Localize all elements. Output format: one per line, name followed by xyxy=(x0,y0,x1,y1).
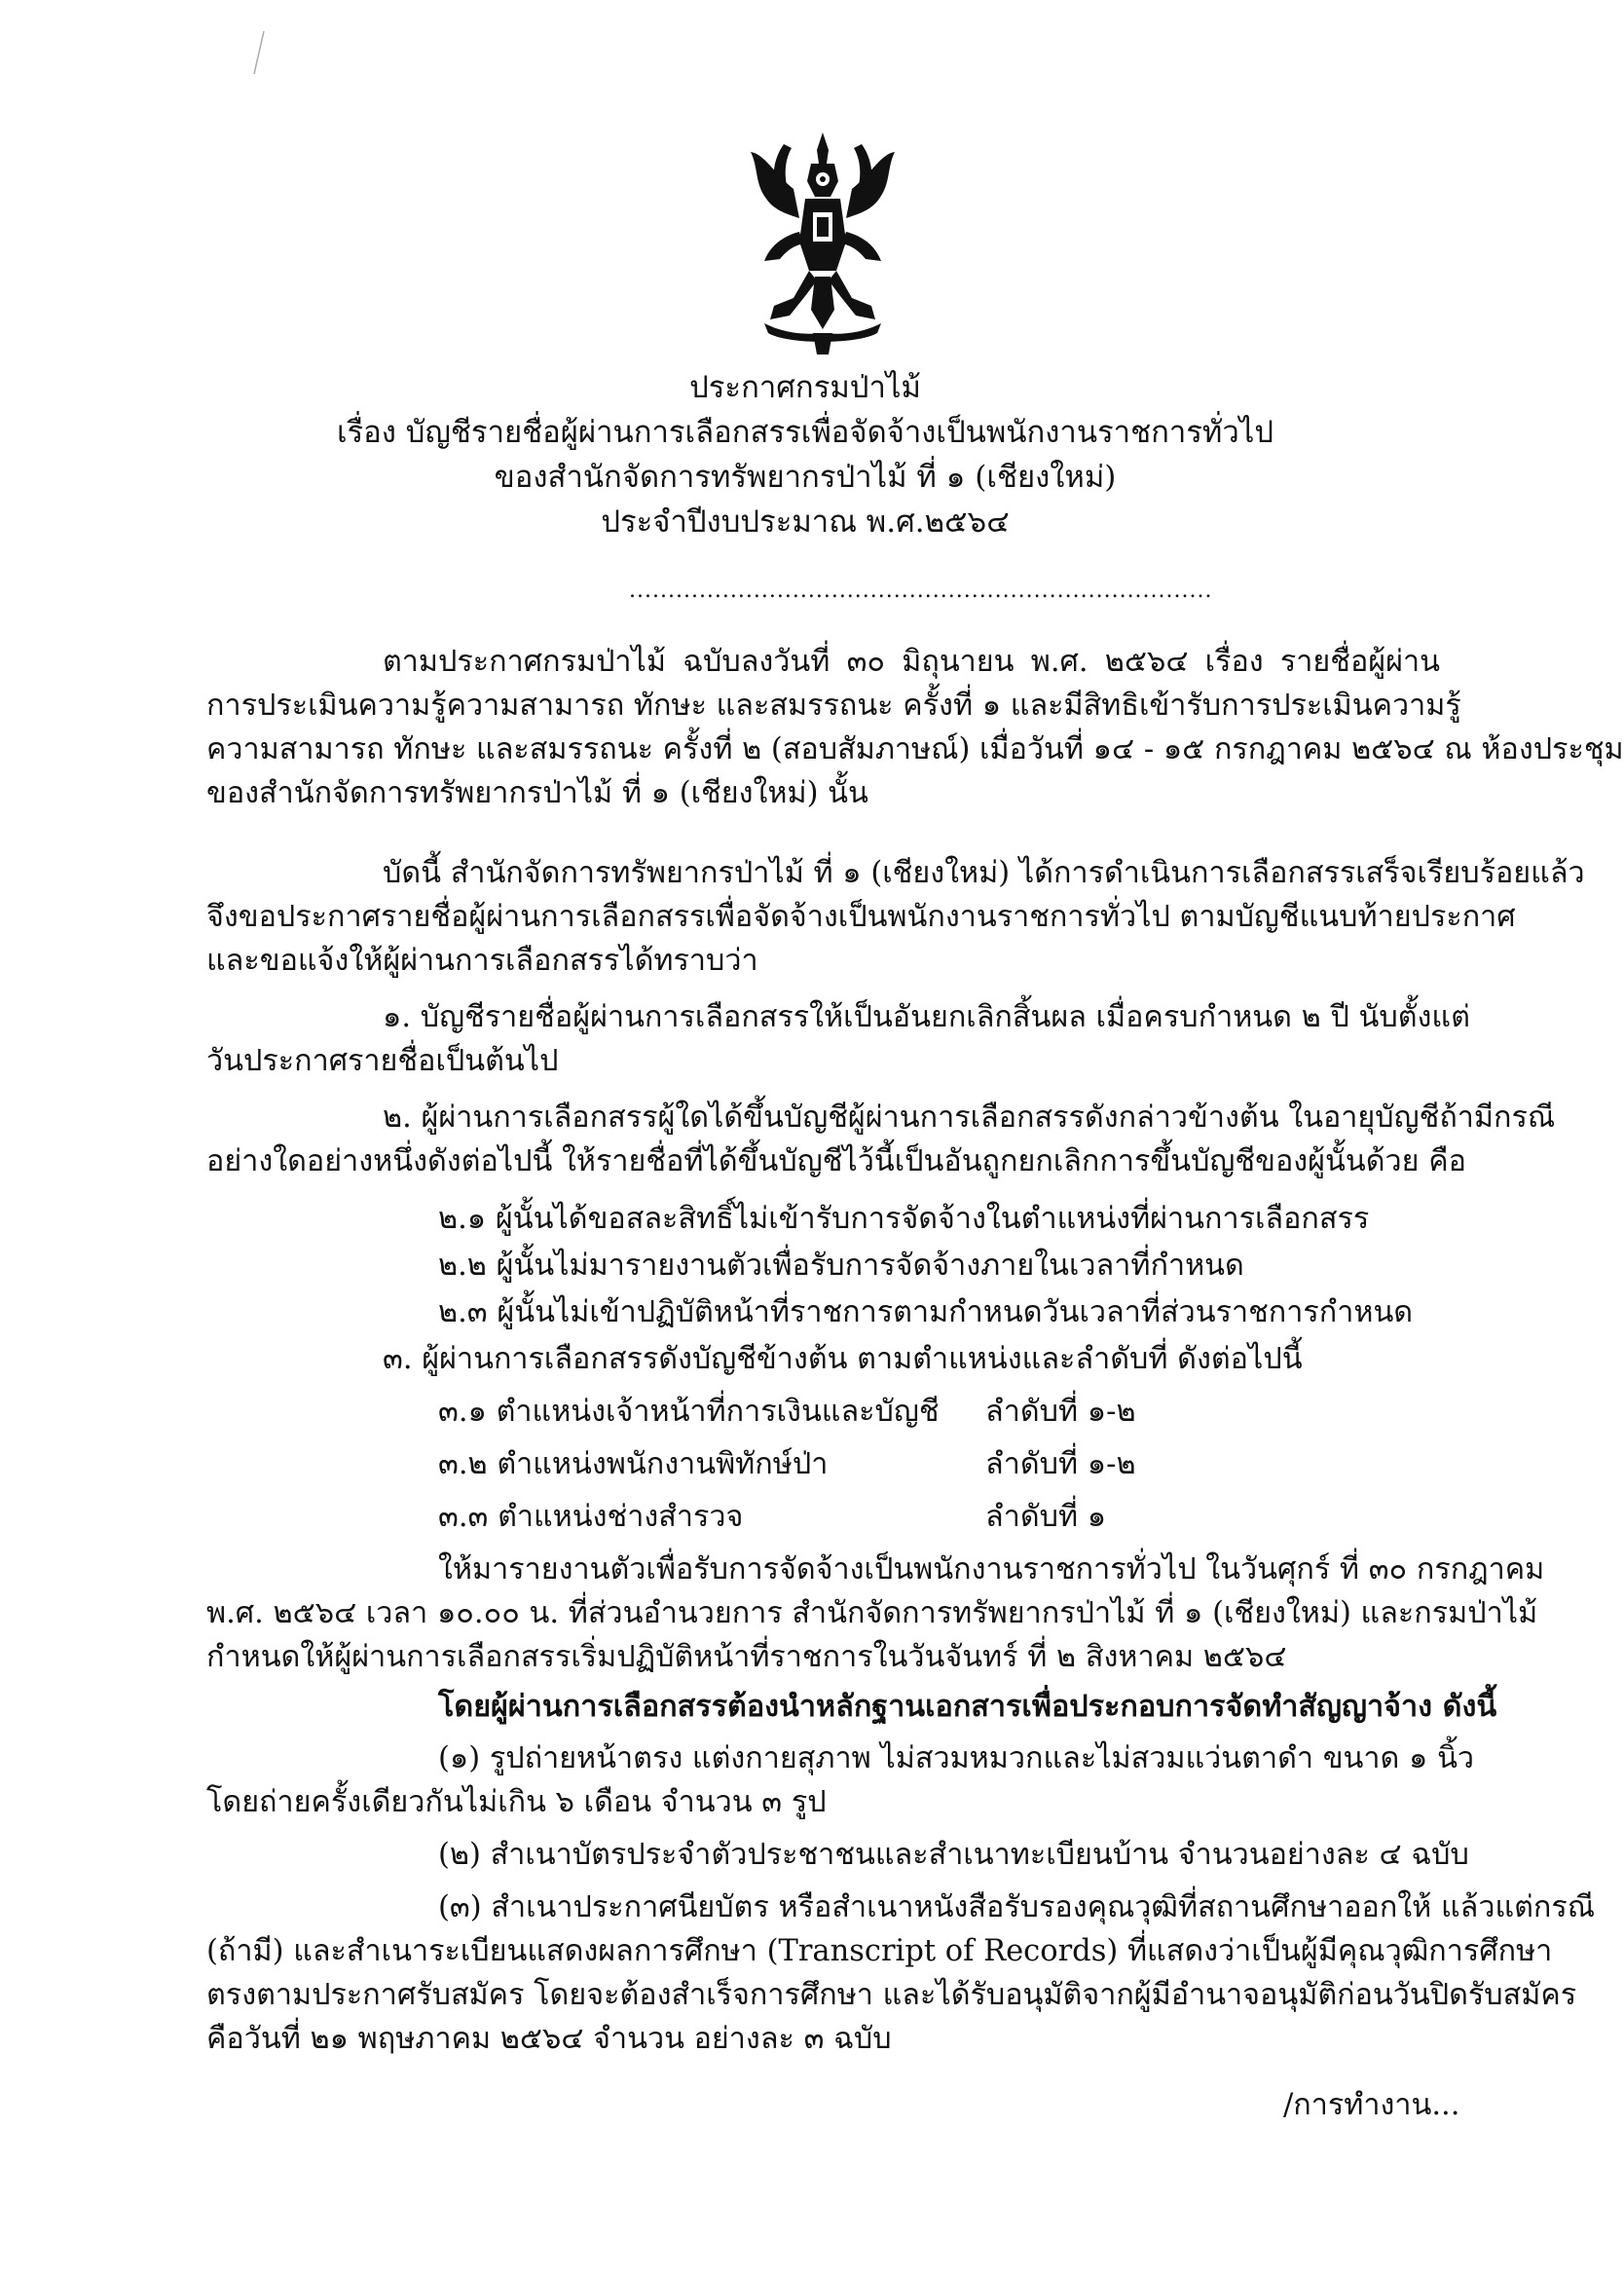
subject-line-2: ของสำนักจัดการทรัพยากรป่าไม้ ที่ ๑ (เชียงใหม่) xyxy=(494,460,1117,495)
item-2-subitem: ๒.๓ ผู้นั้นไม่เข้าปฏิบัติหน้าที่ราชการตามกำหนดวันเวลาที่ส่วนราชการกำหนด xyxy=(438,1295,1414,1329)
paragraph-1-line: ของสำนักจัดการทรัพยากรป่าไม้ ที่ ๑ (เชียงใหม่) นั้น xyxy=(206,776,868,810)
position-name: ๓.๑ ตำแหน่งเจ้าหน้าที่การเงินและบัญชี xyxy=(438,1395,940,1429)
paragraph-1-line: ตามประกาศกรมป่าไม้ ฉบับลงวันที่ ๓๐ มิถุนายน พ.ศ. ๒๕๖๔ เรื่อง รายชื่อผู้ผ่าน xyxy=(383,645,1440,679)
document-3-line: คือวันที่ ๒๑ พฤษภาคม ๒๕๖๔ จำนวน อย่างละ ๓ ฉบับ xyxy=(206,2022,892,2056)
paragraph-3-line: กำหนดให้ผู้ผ่านการเลือกสรรเริ่มปฏิบัติหน้าที่ราชการในวันจันทร์ ที่ ๒ สิงหาคม ๒๕๖๔ xyxy=(206,1640,1287,1674)
document-3-line: ตรงตามประกาศรับสมัคร โดยจะต้องสำเร็จการศึกษา และได้รับอนุมัติจากผู้มีอำนาจอนุมัติก่อนวันปิดรับสมัคร xyxy=(206,1978,1577,2012)
announcement-title: ประกาศกรมป่าไม้ xyxy=(689,370,921,405)
document-3-line: (ถ้ามี) และสำเนาระเบียนแสดงผลการศึกษา (Transcript of Records) ที่แสดงว่าเป็นผู้มีคุณวุฒิการศึกษา xyxy=(206,1934,1553,1968)
position-rank: ลำดับที่ ๑ xyxy=(985,1500,1107,1534)
paragraph-2-line: บัดนี้ สำนักจัดการทรัพยากรป่าไม้ ที่ ๑ (เชียงใหม่) ได้การดำเนินการเลือกสรรเสร็จเรียบร้อยแล้ว xyxy=(383,856,1585,890)
documents-heading: โดยผู้ผ่านการเลือกสรรต้องนำหลักฐานเอกสารเพื่อประกอบการจัดทำสัญญาจ้าง ดังนี้ xyxy=(438,1689,1497,1724)
paragraph-2-line: และขอแจ้งให้ผู้ผ่านการเลือกสรรได้ทราบว่า xyxy=(206,944,758,978)
document-1-line: (๑) รูปถ่ายหน้าตรง แต่งกายสุภาพ ไม่สวมหมวกและไม่สวมแว่นตาดำ ขนาด ๑ นิ้ว xyxy=(438,1741,1475,1775)
paragraph-3-line: ให้มารายงานตัวเพื่อรับการจัดจ้างเป็นพนักงานราชการทั่วไป ในวันศุกร์ ที่ ๓๐ กรกฎาคม xyxy=(438,1552,1545,1586)
item-3-line: ๓. ผู้ผ่านการเลือกสรรดังบัญชีข้างต้น ตามตำแหน่งและลำดับที่ ดังต่อไปนี้ xyxy=(383,1342,1303,1376)
separator-dots: ........................................................................... xyxy=(629,579,1213,603)
document-1-line: โดยถ่ายครั้งเดียวกันไม่เกิน ๖ เดือน จำนวน ๓ รูป xyxy=(206,1785,827,1819)
item-2-line: ๒. ผู้ผ่านการเลือกสรรผู้ใดได้ขึ้นบัญชีผู้ผ่านการเลือกสรรดังกล่าวข้างต้น ในอายุบัญชีถ้ามีกรณี xyxy=(383,1101,1556,1135)
item-2-subitem: ๒.๑ ผู้นั้นได้ขอสละสิทธิ์ไม่เข้ารับการจัดจ้างในตำแหน่งที่ผ่านการเลือกสรร xyxy=(438,1202,1370,1236)
paragraph-2-line: จึงขอประกาศรายชื่อผู้ผ่านการเลือกสรรเพื่อจัดจ้างเป็นพนักงานราชการทั่วไป ตามบัญชีแนบท้ายประกาศ xyxy=(206,900,1516,934)
document-2-line: (๒) สำเนาบัตรประจำตัวประชาชนและสำเนาทะเบียนบ้าน จำนวนอย่างละ ๔ ฉบับ xyxy=(438,1838,1469,1872)
position-rank: ลำดับที่ ๑-๒ xyxy=(985,1447,1136,1481)
item-1-line: ๑. บัญชีรายชื่อผู้ผ่านการเลือกสรรให้เป็นอันยกเลิกสิ้นผล เมื่อครบกำหนด ๒ ปี นับตั้งแต่ xyxy=(383,1000,1470,1034)
document-3-line: (๓) สำเนาประกาศนียบัตร หรือสำเนาหนังสือรับรองคุณวุฒิที่สถานศึกษาออกให้ แล้วแต่กรณี xyxy=(438,1890,1596,1924)
item-2-line: อย่างใดอย่างหนึ่งดังต่อไปนี้ ให้รายชื่อที่ได้ขึ้นบัญชีไว้นี้เป็นอันถูกยกเลิกการขึ้นบัญชีของผู้นั้นด้วย คือ xyxy=(206,1144,1466,1178)
position-name: ๓.๓ ตำแหน่งช่างสำรวจ xyxy=(438,1500,744,1534)
item-2-subitem: ๒.๒ ผู้นั้นไม่มารายงานตัวเพื่อรับการจัดจ้างภายในเวลาที่กำหนด xyxy=(438,1249,1244,1283)
position-rank: ลำดับที่ ๑-๒ xyxy=(985,1395,1136,1429)
continuation-marker: /การทำงาน... xyxy=(1283,2088,1460,2122)
paragraph-1-line: การประเมินความรู้ความสามารถ ทักษะ และสมรรถนะ ครั้งที่ ๑ และมีสิทธิเข้ารับการประเมินความรู้ xyxy=(206,689,1461,723)
garuda-emblem-icon xyxy=(745,125,901,358)
subject-line-1: เรื่อง บัญชีรายชื่อผู้ผ่านการเลือกสรรเพื่อจัดจ้างเป็นพนักงานราชการทั่วไป xyxy=(336,415,1274,450)
position-name: ๓.๒ ตำแหน่งพนักงานพิทักษ์ป่า xyxy=(438,1447,829,1481)
item-1-line: วันประกาศรายชื่อเป็นต้นไป xyxy=(206,1044,559,1078)
subject-line-3: ประจำปีงบประมาณ พ.ศ.๒๕๖๔ xyxy=(601,504,1010,540)
scan-mark xyxy=(248,29,268,78)
paragraph-1-line: ความสามารถ ทักษะ และสมรรถนะ ครั้งที่ ๒ (สอบสัมภาษณ์) เมื่อวันที่ ๑๔ - ๑๕ กรกฎาคม ๒๕๖๔ ณ ห้องประชุม xyxy=(206,732,1624,766)
paragraph-3-line: พ.ศ. ๒๕๖๔ เวลา ๑๐.๐๐ น. ที่ส่วนอำนวยการ สำนักจัดการทรัพยากรป่าไม้ ที่ ๑ (เชียงใหม่) และกรมป่าไม้ xyxy=(206,1596,1538,1630)
